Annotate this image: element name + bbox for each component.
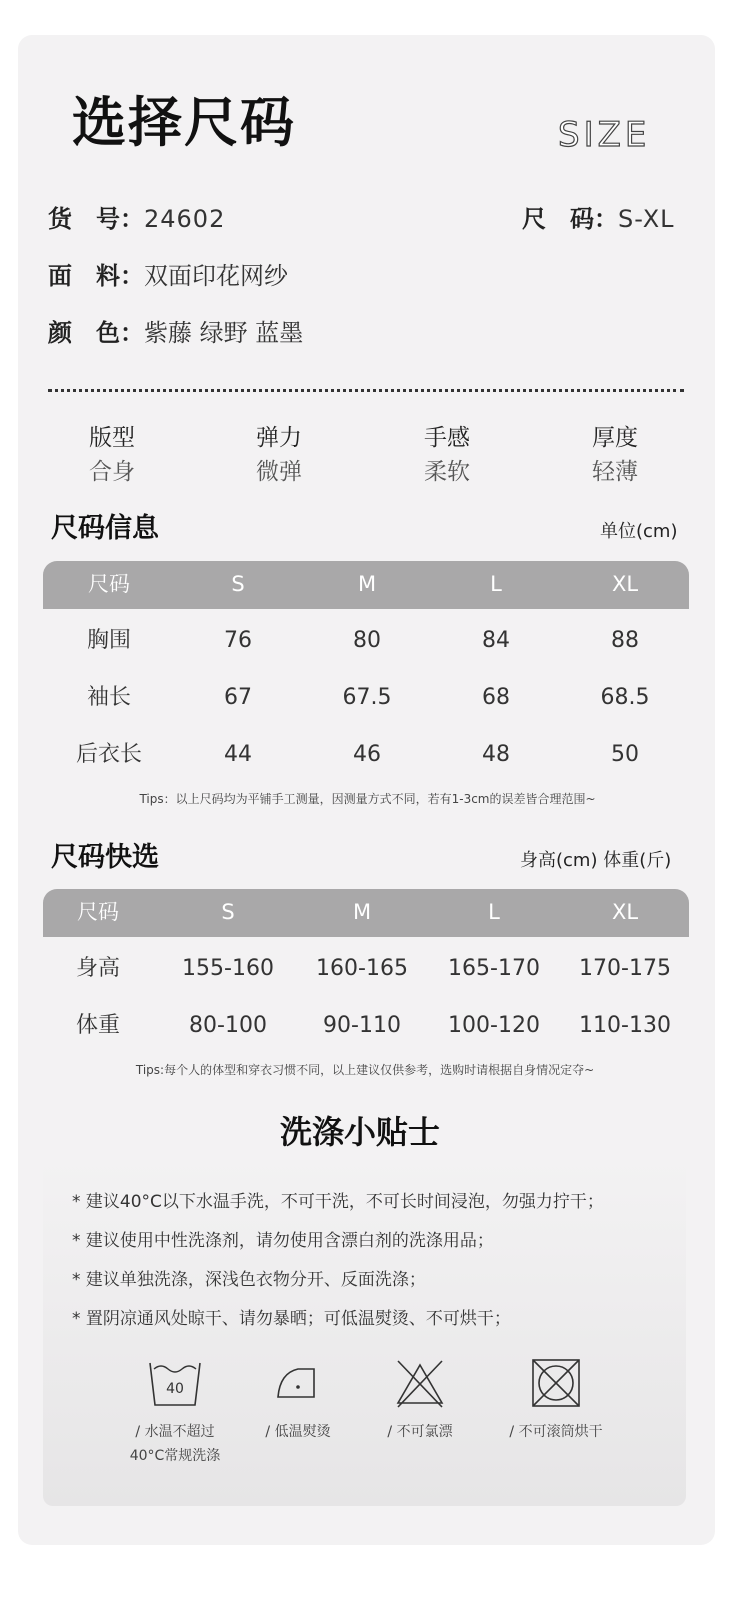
washing-tip: * 建议使用中性洗涤剂，请勿使用含漂白剂的洗涤用品；: [72, 1231, 494, 1251]
column-header: S: [231, 572, 245, 596]
table-cell: 68: [482, 685, 510, 710]
attribute-value: 轻薄: [592, 459, 638, 485]
size-info-header: [43, 561, 689, 609]
column-header: L: [488, 900, 500, 924]
care-caption: 40°C常规洗涤: [129, 1447, 221, 1464]
size-info-title: 尺码信息: [51, 513, 159, 544]
table-cell: 160-165: [316, 956, 408, 981]
column-header: M: [352, 900, 372, 924]
column-header: XL: [611, 572, 639, 596]
fabric-label: 面 料：: [48, 262, 144, 290]
attribute-value: 微弹: [256, 459, 302, 485]
fabric-row: [48, 264, 288, 288]
table-cell: 90-110: [323, 1013, 401, 1038]
column-header: 尺码: [88, 572, 130, 596]
quick-pick-unit: 身高(cm) 体重(斤): [520, 850, 672, 871]
size-range-label: 尺 码：: [522, 205, 618, 233]
table-cell: 155-160: [182, 956, 274, 981]
table-cell: 50: [611, 742, 639, 767]
quick-pick-header: [43, 889, 689, 937]
table-cell: 84: [482, 628, 510, 653]
item-no-row: [48, 207, 225, 231]
care-caption: / 不可氯漂: [387, 1424, 453, 1440]
quick-pick-tips: Tips:每个人的体型和穿衣习惯不同，以上建议仅供参考，选购时请根据自身情况定夺~: [135, 1063, 595, 1077]
column-header: 尺码: [77, 900, 119, 924]
wash-temperature-label: 40: [166, 1381, 184, 1397]
item-no-label: 货 号：: [48, 205, 144, 233]
attribute-feel: [392, 427, 502, 484]
attribute-value: 柔软: [424, 459, 470, 485]
column-header: XL: [611, 900, 639, 924]
quick-pick-title: 尺码快选: [51, 842, 159, 873]
washing-title: 洗涤小贴士: [279, 1113, 440, 1151]
table-cell: 110-130: [579, 1013, 671, 1038]
attribute-label: 版型: [89, 425, 135, 451]
table-cell: 68.5: [600, 685, 650, 710]
washing-tip: * 置阴凉通风处晾干、请勿暴晒；可低温熨烫、不可烘干；: [72, 1309, 511, 1329]
table-cell: 80: [353, 628, 381, 653]
size-wordmark: SIZE: [558, 115, 651, 155]
care-item-dry: [481, 1357, 631, 1445]
row-label: 胸围: [86, 628, 131, 653]
attribute-value: 合身: [89, 459, 135, 485]
attribute-label: 弹力: [256, 425, 302, 451]
item-no-value: 24602: [144, 205, 226, 233]
iron-low-icon: [270, 1357, 326, 1409]
size-info-unit: 单位(cm): [600, 521, 678, 542]
attribute-thickness: [560, 427, 670, 484]
attribute-fit: [57, 427, 167, 484]
attribute-label: 手感: [424, 425, 470, 451]
row-label: 袖长: [86, 685, 131, 710]
care-caption: / 低温熨烫: [265, 1424, 331, 1440]
table-cell: 44: [224, 742, 252, 767]
no-bleach-icon: [392, 1357, 448, 1409]
table-cell: 100-120: [448, 1013, 540, 1038]
table-cell: 80-100: [189, 1013, 267, 1038]
care-item-bleach: [345, 1357, 495, 1445]
table-cell: 46: [353, 742, 381, 767]
dotted-divider: [48, 389, 684, 392]
page-title: 选择尺码: [72, 91, 296, 154]
wash-40-icon: [147, 1357, 203, 1409]
size-range-value: S-XL: [618, 205, 675, 233]
attribute-label: 厚度: [592, 425, 638, 451]
washing-tip: * 建议40°C以下水温手洗，不可干洗，不可长时间浸泡，勿强力拧干；: [72, 1192, 604, 1212]
size-info-tips: Tips：以上尺码均为平铺手工测量，因测量方式不同，若有1-3cm的误差皆合理范围~: [139, 792, 596, 806]
washing-tip: * 建议单独洗涤，深浅色衣物分开、反面洗涤；: [72, 1270, 426, 1290]
column-header: M: [357, 572, 377, 596]
table-cell: 67.5: [342, 685, 392, 710]
table-cell: 170-175: [579, 956, 671, 981]
table-cell: 165-170: [448, 956, 540, 981]
care-caption: / 不可滚筒烘干: [509, 1424, 603, 1440]
no-tumble-dry-icon: [528, 1357, 584, 1409]
table-cell: 48: [482, 742, 510, 767]
color-label: 颜 色：: [48, 319, 144, 347]
table-cell: 76: [224, 628, 252, 653]
table-cell: 67: [224, 685, 252, 710]
column-header: L: [490, 572, 502, 596]
row-label: 体重: [75, 1013, 120, 1038]
color-value: 紫藤 绿野 蓝墨: [144, 319, 304, 347]
care-caption: / 水温不超过: [135, 1424, 215, 1440]
row-label: 后衣长: [75, 742, 142, 767]
color-row: [48, 321, 303, 345]
size-range-row: [522, 207, 675, 231]
table-cell: 88: [611, 628, 639, 653]
column-header: S: [221, 900, 235, 924]
row-label: 身高: [75, 956, 120, 981]
fabric-value: 双面印花网纱: [144, 262, 288, 290]
attribute-stretch: [224, 427, 334, 484]
